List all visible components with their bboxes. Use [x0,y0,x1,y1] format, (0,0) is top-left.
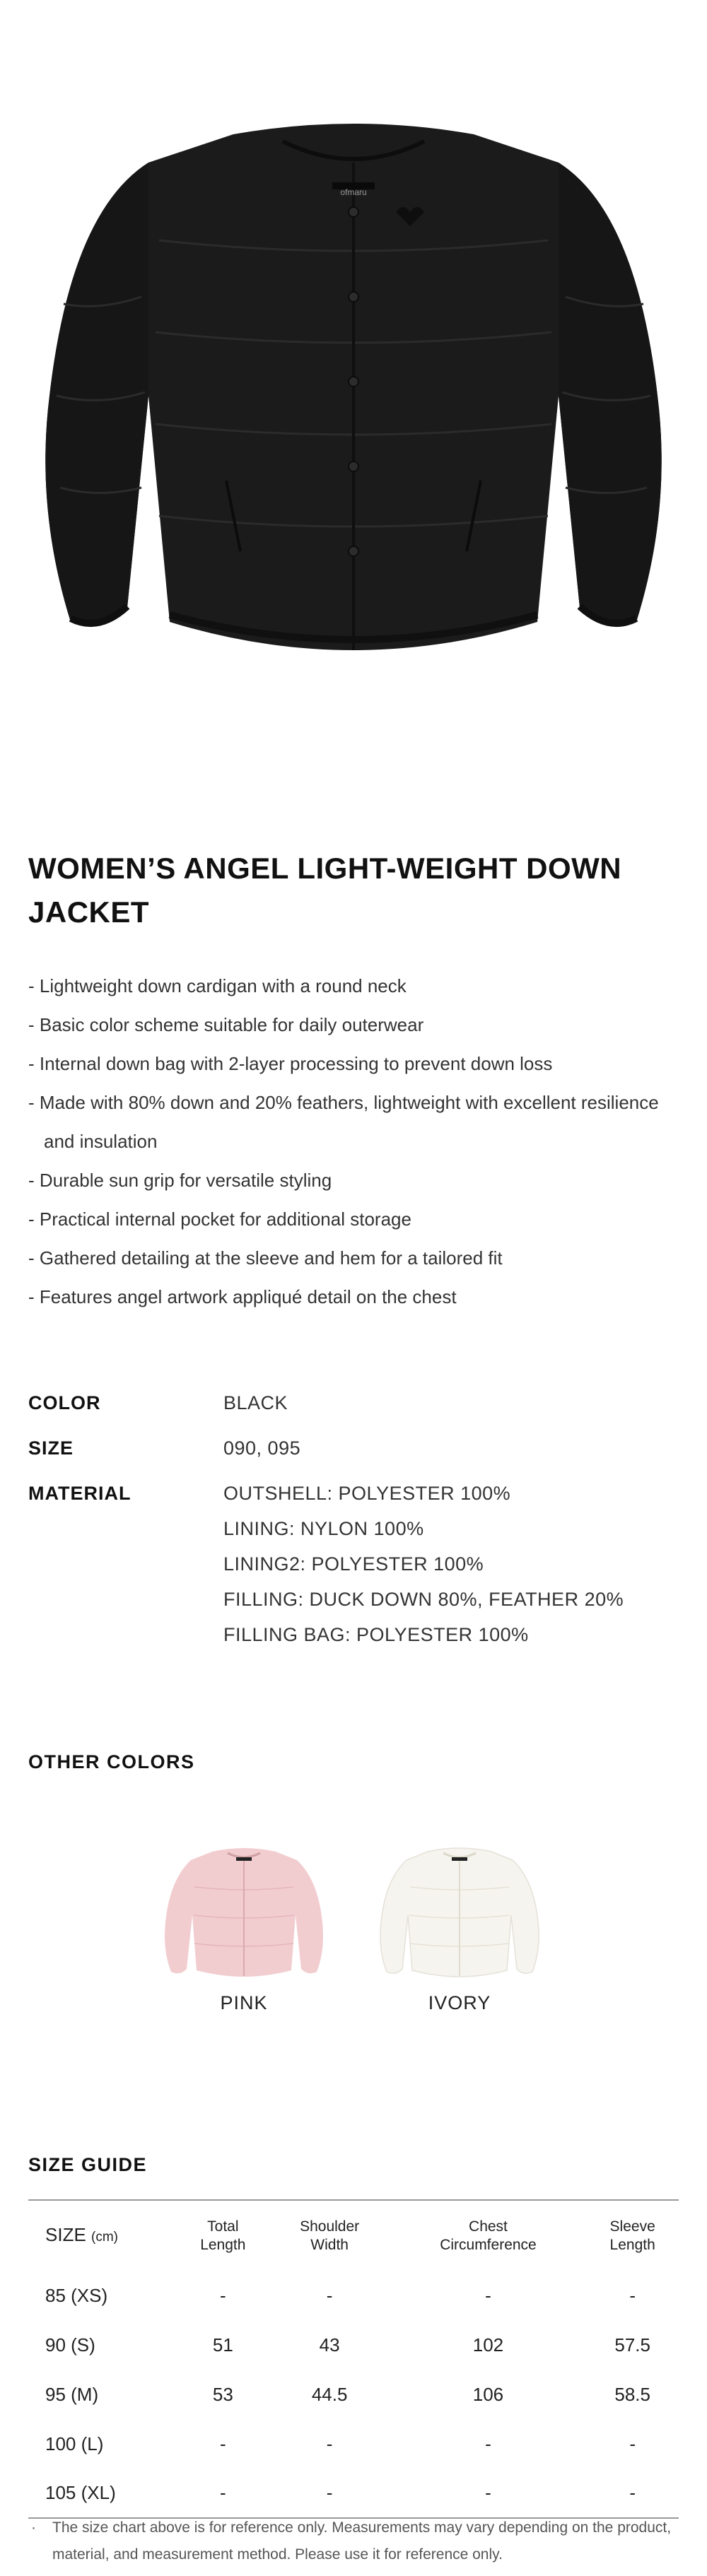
value-cell: - [219,2433,226,2454]
value-cell: - [219,2284,226,2306]
header-line: Shoulder [300,2218,360,2235]
header-line: Chest [469,2218,508,2235]
value-cell: 44.5 [311,2383,348,2405]
column-header-total-length [177,2200,269,2271]
spec-value-size: 090, 095 [223,1437,301,1459]
header-line: Length [609,2236,655,2253]
value-cell: 57.5 [614,2334,650,2356]
pink-jacket-thumbnail[interactable] [163,1837,325,1979]
size-cell: 85 (XS) [45,2284,108,2306]
size-column-header [28,2200,177,2271]
value-cell: 53 [212,2383,233,2405]
product-title: WOMEN’S ANGEL LIGHT-WEIGHT DOWN JACKET [28,852,622,929]
value-cell: - [629,2433,636,2454]
note-bullet: · [31,2519,36,2536]
value-cell: 102 [472,2334,504,2356]
size-cell: 100 (L) [45,2433,104,2454]
table-row [28,2419,679,2469]
feature-item: - Durable sun grip for versatile styling [28,1170,332,1191]
feature-item: - Practical internal pocket for additional storage [28,1208,411,1230]
size-header-label: SIZE [45,2223,86,2245]
black-jacket-illustration [0,0,707,792]
spec-value-material [223,1476,624,1652]
table-row [28,2370,679,2419]
size-cell: 105 (XL) [45,2482,116,2503]
size-cell: 90 (S) [45,2334,95,2356]
header-line: Width [310,2236,349,2253]
spec-label-material: MATERIAL [28,1483,132,1504]
column-header-sleeve-length [586,2200,679,2271]
feature-item: - Internal down bag with 2-layer processing to prevent down loss [28,1053,553,1074]
table-row [28,2469,679,2518]
value-cell: 58.5 [614,2383,650,2405]
value-cell: - [326,2284,333,2306]
table-row [28,2271,679,2320]
header-line: Total [207,2218,239,2235]
feature-item: - Features angel artwork appliqué detail on the chest [28,1286,457,1307]
value-cell: - [485,2433,491,2454]
table-row [28,2320,679,2370]
value-cell: - [629,2482,636,2503]
value-cell: - [485,2482,491,2503]
size-header-unit: (cm) [91,2229,119,2245]
value-cell: 106 [472,2383,504,2405]
note-text: The size chart above is for reference only. Measurements may vary depending on the product, material, and measurement method. Please use it for reference only. [52,2519,672,2563]
header-line: Length [200,2236,246,2253]
material-line: FILLING: DUCK DOWN 80%, FEATHER 20% [223,1589,624,1610]
value-cell: 43 [319,2334,340,2356]
brand-neck-label: ofmaru [340,187,367,197]
feature-item: - Gathered detailing at the sleeve and hem for a tailored fit [28,1247,503,1269]
feature-item: - Lightweight down cardigan with a round neck [28,975,407,996]
feature-item: - Made with 80% down and 20% feathers, lightweight with excellent resilience and insulation [28,1092,659,1152]
spec-label-color: COLOR [28,1392,101,1413]
material-line: LINING: NYLON 100% [223,1518,424,1539]
value-cell: - [326,2433,333,2454]
size-guide-heading: SIZE GUIDE [28,2154,148,2175]
value-cell: - [629,2284,636,2306]
column-header-chest-circumference [390,2200,587,2271]
spec-row-material [28,1476,679,1652]
feature-list [28,967,693,1317]
column-header-shoulder-width [269,2200,390,2271]
material-line: LINING2: POLYESTER 100% [223,1553,484,1575]
spec-label-size: SIZE [28,1437,74,1459]
spec-table [28,1385,679,1652]
spec-value-color: BLACK [223,1392,288,1413]
other-colors-heading: OTHER COLORS [28,1751,195,1772]
value-cell: - [219,2482,226,2503]
value-cell: 51 [212,2334,233,2356]
value-cell: - [485,2284,491,2306]
size-guide-table [28,2199,679,2519]
size-table-header-row [28,2200,679,2271]
spec-row-color [28,1385,679,1421]
material-line: FILLING BAG: POLYESTER 100% [223,1624,529,1645]
color-option-label: IVORY [428,1992,491,2013]
material-line: OUTSHELL: POLYESTER 100% [223,1483,511,1504]
value-cell: - [326,2482,333,2503]
size-cell: 95 (M) [45,2383,99,2405]
size-guide-note [28,2515,686,2568]
spec-row-size [28,1430,679,1466]
color-option-ivory[interactable] [378,1837,541,2014]
feature-item: - Basic color scheme suitable for daily outerwear [28,1014,424,1035]
color-option-label: PINK [220,1992,268,2013]
header-line: Sleeve [609,2218,655,2235]
product-hero-image [0,0,707,792]
ivory-jacket-thumbnail[interactable] [378,1837,541,1979]
header-line: Circumference [440,2236,537,2253]
color-option-pink[interactable] [163,1837,325,2014]
